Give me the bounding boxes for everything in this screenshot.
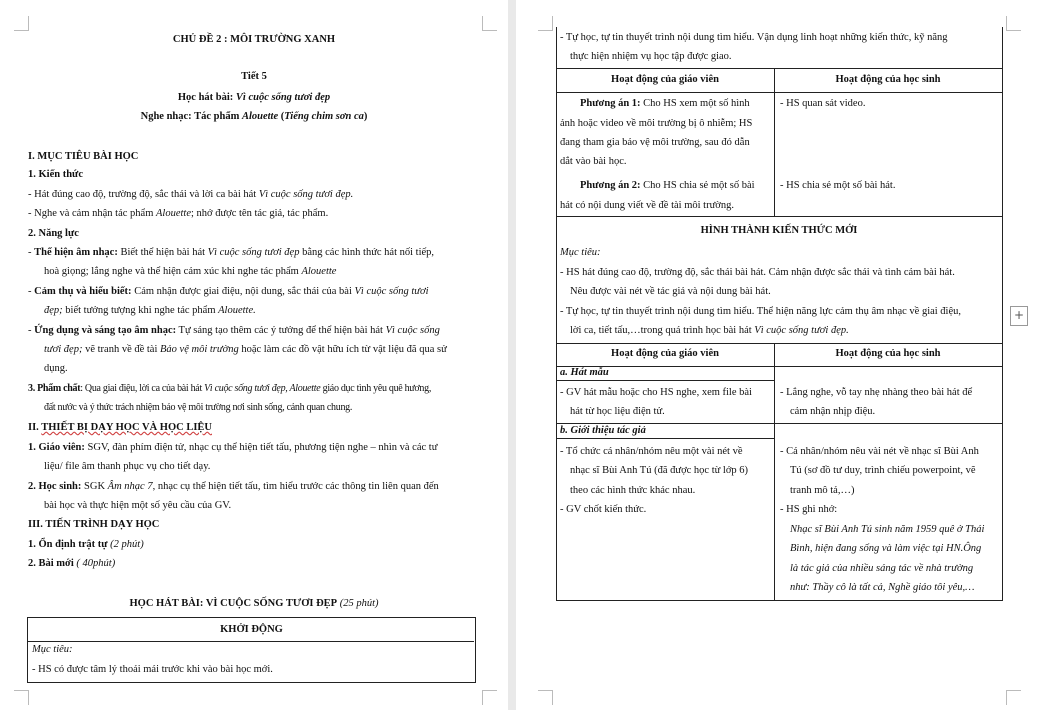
table-text: ảnh hoặc video về môi trường bị ô nhiễm; HS <box>560 118 753 129</box>
section-heading-process: III. TIẾN TRÌNH DẠY HỌC <box>28 519 160 530</box>
table-text: như: Thầy cô là tất cả, Nghề giáo tôi yêu,… <box>790 582 975 593</box>
list-item-continuation: liệu/ file âm thanh phục vụ cho tiết dạy. <box>44 461 211 472</box>
list-item-continuation: đẹp; biết tưởng tượng khi nghe tác phẩm Alouette. <box>44 305 256 316</box>
table-text: Phương án 1: Cho HS xem một số hình <box>580 98 750 109</box>
document-page-left <box>0 0 508 710</box>
list-item: - Cảm thụ và hiểu biết: Cảm nhận được giai điệu, nội dung, sắc thái của bài Vì cuộc sống tươi <box>28 286 429 297</box>
table-text: theo các hình thức khác nhau. <box>570 485 696 496</box>
subsection-label: a. Hát mẫu <box>560 367 609 378</box>
table-border <box>556 600 1003 601</box>
music-line: Nghe nhạc: Tác phẩm Alouette (Tiếng chim sơn ca) <box>140 111 368 122</box>
table-border <box>556 366 1003 367</box>
table-text: Nêu được vài nét về tác giả và nội dung bài hát. <box>570 286 771 297</box>
list-item: - Hát đúng cao độ, trường độ, sắc thái và lời ca bài hát Vì cuộc sống tươi đẹp. <box>28 189 354 200</box>
table-text: Bình, hiện đang sống và làm việc tại HN.Ông <box>790 543 982 554</box>
table-text: lời ca, tiết tấu,…trong quá trình học bài hát Vì cuộc sống tươi đẹp. <box>570 325 849 336</box>
table-text: - Tự học, tự tin thuyết trình nội dung tìm hiểu. Thể hiện năng lực cảm thụ âm nhạc về giai điệu, <box>560 306 962 317</box>
corner-mark <box>14 690 29 705</box>
lesson-number: Tiết 5 <box>241 71 267 82</box>
table-text: dắt vào bài học. <box>560 156 627 167</box>
subheading-competence: 2. Năng lực <box>28 228 79 239</box>
corner-mark <box>482 690 497 705</box>
section-heading-equipment: II. THIẾT BỊ DẠY HỌC VÀ HỌC LIỆU <box>28 422 212 433</box>
table-text: Phương án 2: Cho HS chia sẻ một số bài <box>580 180 755 191</box>
list-item: 2. Học sinh: SGK Âm nhạc 7, nhạc cụ thể hiện tiết tấu, tìm hiểu trước các thông tin liên quan đến <box>28 481 439 492</box>
table-border <box>556 27 557 600</box>
table-text: - GV hát mẫu hoặc cho HS nghe, xem file bài <box>560 387 752 398</box>
table-text: - Lắng nghe, vỗ tay nhẹ nhàng theo bài hát để <box>780 387 973 398</box>
list-item: - Ứng dụng và sáng tạo âm nhạc: Tự sáng tạo thêm các ý tưởng để thể hiện bài hát Vì cuộc sống <box>28 325 440 336</box>
song-line: Học hát bài: Vì cuộc sống tươi đẹp <box>177 92 331 103</box>
table-border <box>774 343 775 600</box>
table-text: hát từ học liệu điện tử. <box>570 406 665 417</box>
list-item: 1. Ổn định trật tự (2 phút) <box>28 539 144 550</box>
subheading-qualities: 3. Phẩm chất: Qua giai điệu, lời ca của bài hát Vì cuộc sống tươi đẹp, Alouette giáo dục tình yêu quê hương, <box>28 383 432 394</box>
goal-label: Mục tiêu: <box>560 247 601 258</box>
table-border <box>556 343 1003 344</box>
list-item: 2. Bài mới ( 40phút) <box>28 558 116 569</box>
table-text: là tác giả của nhiều sáng tác về nhà trường <box>790 563 974 574</box>
list-item: 1. Giáo viên: SGV, đàn phím điện tử, nhạc cụ thể hiện tiết tấu, phương tiện nghe – nhìn và các tư <box>28 442 438 453</box>
divider <box>28 641 474 642</box>
table-text: - GV chốt kiến thức. <box>560 504 647 515</box>
list-item-continuation: tươi đẹp; vẽ tranh về đề tài Bảo vệ môi trường hoặc làm các đồ vật hữu ích từ vật liệu đã qua sử <box>44 344 447 355</box>
warmup-goal: - HS có được tâm lý thoải mái trước khi vào bài học mới. <box>32 664 273 675</box>
table-border <box>556 68 1003 69</box>
warmup-goal-label: Mục tiêu: <box>32 644 73 655</box>
table-border <box>556 216 1003 217</box>
plus-icon: + <box>1013 308 1025 322</box>
column-header-student: Hoạt động của học sinh <box>835 348 941 359</box>
table-text: - HS ghi nhớ: <box>780 504 838 515</box>
corner-mark <box>1006 690 1021 705</box>
list-item-continuation: bài học và thực hiện một số yêu cầu của GV. <box>44 500 232 511</box>
expand-table-button[interactable] <box>1010 306 1028 326</box>
section-heading-objectives: I. MỤC TIÊU BÀI HỌC <box>28 151 139 162</box>
table-border <box>1002 27 1003 600</box>
table-text: hát có nội dung viết về đề tài môi trường. <box>560 200 734 211</box>
corner-mark <box>482 16 497 31</box>
table-text: Tú (sơ đồ tư duy, trình chiếu powerpoint, vẽ <box>790 465 976 476</box>
column-header-student: Hoạt động của học sinh <box>835 74 941 85</box>
corner-mark <box>538 690 553 705</box>
corner-mark <box>14 16 29 31</box>
document-page-right <box>516 0 1042 710</box>
table-text: - Tổ chức cá nhân/nhóm nêu một vài nét về <box>560 446 743 457</box>
table-text: - HS quan sát video. <box>780 98 866 109</box>
subheading-knowledge: 1. Kiến thức <box>28 169 84 180</box>
table-border <box>556 92 1003 93</box>
table-text: tranh mô tả,…) <box>790 485 855 496</box>
list-item: - Nghe và cảm nhận tác phẩm Alouette; nhớ được tên tác giả, tác phẩm. <box>28 208 329 219</box>
table-text: - HS chia sẻ một số bài hát. <box>780 180 896 191</box>
topic-title: CHỦ ĐỀ 2 : MÔI TRƯỜNG XANH <box>172 34 336 45</box>
section-heading-new-knowledge: HÌNH THÀNH KIẾN THỨC MỚI <box>700 225 858 236</box>
subsection-label: b. Giới thiệu tác giả <box>560 425 646 436</box>
table-text: đang tham gia bảo vệ môi trường, sau đó dẫn <box>560 137 750 148</box>
corner-mark <box>1006 16 1021 31</box>
table-text: thực hiện nhiệm vụ học tập được giao. <box>570 51 732 62</box>
table-text: nhạc sĩ Bùi Anh Tú (đã được học từ lớp 6) <box>570 465 749 476</box>
list-item: - Thể hiện âm nhạc: Biết thể hiện bài hát Vì cuộc sống tươi đẹp bằng các hình thức hát nối tiếp, <box>28 247 435 258</box>
table-text: - Cá nhân/nhóm nêu vài nét về nhạc sĩ Bùi Anh <box>780 446 979 457</box>
list-item-continuation: đất nước và ý thức trách nhiệm bảo vệ môi trường nơi sinh sống, cảnh quan chung. <box>44 402 353 413</box>
table-text: - HS hát đúng cao độ, trường độ, sắc thái bài hát. Cảm nhận được sắc thái và tình cảm bài hát. <box>560 267 955 278</box>
column-header-teacher: Hoạt động của giáo viên <box>611 348 719 359</box>
table-border <box>556 438 774 439</box>
table-text: cảm nhận nhịp điệu. <box>790 406 876 417</box>
table-border <box>774 68 775 216</box>
section-title: HỌC HÁT BÀI: VÌ CUỘC SỐNG TƯƠI ĐẸP (25 phút) <box>129 598 379 609</box>
table-border <box>556 380 774 381</box>
column-header-teacher: Hoạt động của giáo viên <box>611 74 719 85</box>
table-text: Nhạc sĩ Bùi Anh Tú sinh năm 1959 quê ở Thái <box>790 524 985 535</box>
corner-mark <box>538 16 553 31</box>
warmup-title: KHỞI ĐỘNG <box>220 624 283 635</box>
list-item-continuation: dụng. <box>44 363 68 374</box>
list-item-continuation: hoà giọng; lắng nghe và thể hiện cảm xúc khi nghe tác phẩm Alouette <box>44 266 337 277</box>
table-text: - Tự học, tự tin thuyết trình nội dung tìm hiểu. Vận dụng linh hoạt những kiến thức, kỹ năng <box>560 32 948 43</box>
